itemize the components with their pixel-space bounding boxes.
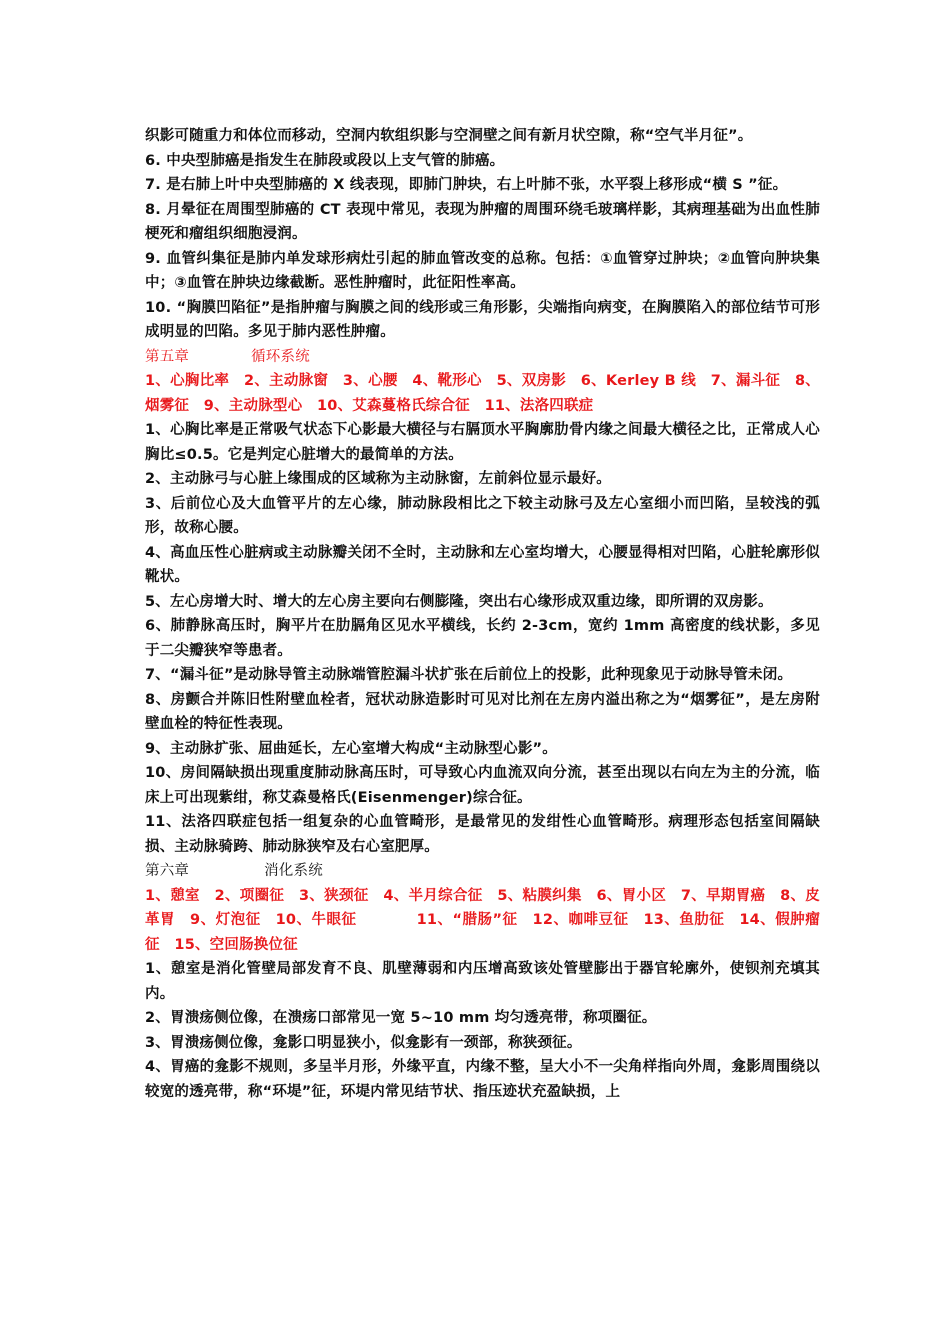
chapter5-number: 第五章 — [145, 348, 190, 365]
paragraph: 6. 中央型肺癌是指发生在肺段或段以上支气管的肺癌。 — [145, 152, 505, 169]
paragraph: 10. “胸膜凹陷征”是指肿瘤与胸膜之间的线形或三角形影，尖端指向病变，在胸膜陷入的部位结节可形成明显的凹陷。多见于肺内恶性肿瘤。 — [145, 299, 820, 340]
chapter5-name: 循环系统 — [251, 348, 310, 365]
chapter5-terms: 1、心胸比率 2、主动脉窗 3、心腰 4、靴形心 5、双房影 6、Kerley B 线 7、漏斗征 8、烟雾征 9、主动脉型心 10、艾森蔓格氏综合征 11、法洛四联症 — [145, 373, 820, 414]
chapter6-name: 消化系统 — [264, 863, 323, 879]
chapter5-item: 11、法洛四联症包括一组复杂的心血管畸形，是最常见的发绀性心血管畸形。病理形态包括室间隔缺损、主动脉骑跨、肺动脉狭窄及右心室肥厚。 — [145, 814, 820, 855]
paragraph: 9. 血管纠集征是肺内单发球形病灶引起的肺血管改变的总称。包括：①血管穿过肿块；②血管向肿块集中；③血管在肿块边缘截断。恶性肿瘤时，此征阳性率高。 — [145, 250, 820, 291]
chapter5-item: 2、主动脉弓与心脏上缘围成的区域称为主动脉窗，左前斜位显示最好。 — [145, 471, 611, 487]
document-page — [145, 124, 820, 1104]
chapter5-item: 5、左心房增大时、增大的左心房主要向右侧膨隆，突出右心缘形成双重边缘，即所谓的双房影。 — [145, 593, 773, 610]
chapter6-number: 第六章 — [145, 863, 190, 879]
chapter6-terms: 1、憩室 2、项圈征 3、狭颈征 4、半月综合征 5、粘膜纠集 6、胃小区 7、早期胃癌 8、皮革胃 9、灯泡征 10、牛眼征 11、“腊肠”征 12、咖啡豆征 13、鱼肋征 14、假肿瘤征 15、空回肠换位征 — [145, 887, 820, 953]
chapter6-item: 3、胃溃疡侧位像，龛影口明显狭小，似龛影有一颈部，称狭颈征。 — [145, 1034, 582, 1051]
chapter5-item: 3、后前位心及大血管平片的左心缘，肺动脉段相比之下较主动脉弓及左心室细小而凹陷，呈较浅的弧形，故称心腰。 — [145, 495, 820, 536]
chapter5-item: 4、高血压性心脏病或主动脉瓣关闭不全时，主动脉和左心室均增大，心腰显得相对凹陷，心脏轮廓形似靴状。 — [145, 544, 820, 585]
chapter5-item: 1、心胸比率是正常吸气状态下心影最大横径与右膈顶水平胸廓肋骨内缘之间最大横径之比，正常成人心胸比≤0.5。它是判定心脏增大的最简单的方法。 — [145, 422, 820, 463]
chapter6-item: 4、胃癌的龛影不规则，多呈半月形，外缘平直，内缘不整，呈大小不一尖角样指向外周，龛影周围绕以较宽的透亮带，称“环堤”征，环堤内常见结节状、指压迹状充盈缺损，上 — [145, 1059, 820, 1100]
paragraph: 织影可随重力和体位而移动，空洞内软组织影与空洞壁之间有新月状空隙，称“空气半月征”。 — [145, 128, 753, 144]
chapter5-item: 8、房颤合并陈旧性附壁血栓者，冠状动脉造影时可见对比剂在左房内溢出称之为“烟雾征”，是左房附壁血栓的特征性表现。 — [145, 691, 820, 732]
chapter6-heading — [145, 859, 820, 884]
paragraph: 7. 是右肺上叶中央型肺癌的 X 线表现，即肺门肿块，右上叶肺不张，水平裂上移形成“横 S ”征。 — [145, 177, 788, 193]
chapter5-heading — [145, 345, 820, 370]
chapter5-item: 6、肺静脉高压时，胸平片在肋膈角区见水平横线，长约 2-3cm，宽约 1mm 高密度的线状影，多见于二尖瓣狭窄等患者。 — [145, 618, 820, 659]
chapter5-item: 7、“漏斗征”是动脉导管主动脉端管腔漏斗状扩张在后前位上的投影，此种现象见于动脉导管未闭。 — [145, 667, 793, 683]
chapter6-item: 1、憩室是消化管壁局部发育不良、肌壁薄弱和内压增高致该处管壁膨出于器官轮廓外，使钡剂充填其内。 — [145, 961, 820, 1002]
chapter6-item: 2、胃溃疡侧位像，在溃疡口部常见一宽 5~10 mm 均匀透亮带，称项圈征。 — [145, 1010, 657, 1026]
chapter5-item: 10、房间隔缺损出现重度肺动脉高压时，可导致心内血流双向分流，甚至出现以右向左为主的分流，临床上可出现紫绀，称艾森曼格氏(Eisenmenger)综合征。 — [145, 765, 820, 806]
paragraph: 8. 月晕征在周围型肺癌的 CT 表现中常见，表现为肿瘤的周围环绕毛玻璃样影，其病理基础为出血性肺梗死和瘤组织细胞浸润。 — [145, 201, 820, 242]
chapter5-item: 9、主动脉扩张、屈曲延长，左心室增大构成“主动脉型心影”。 — [145, 740, 557, 757]
